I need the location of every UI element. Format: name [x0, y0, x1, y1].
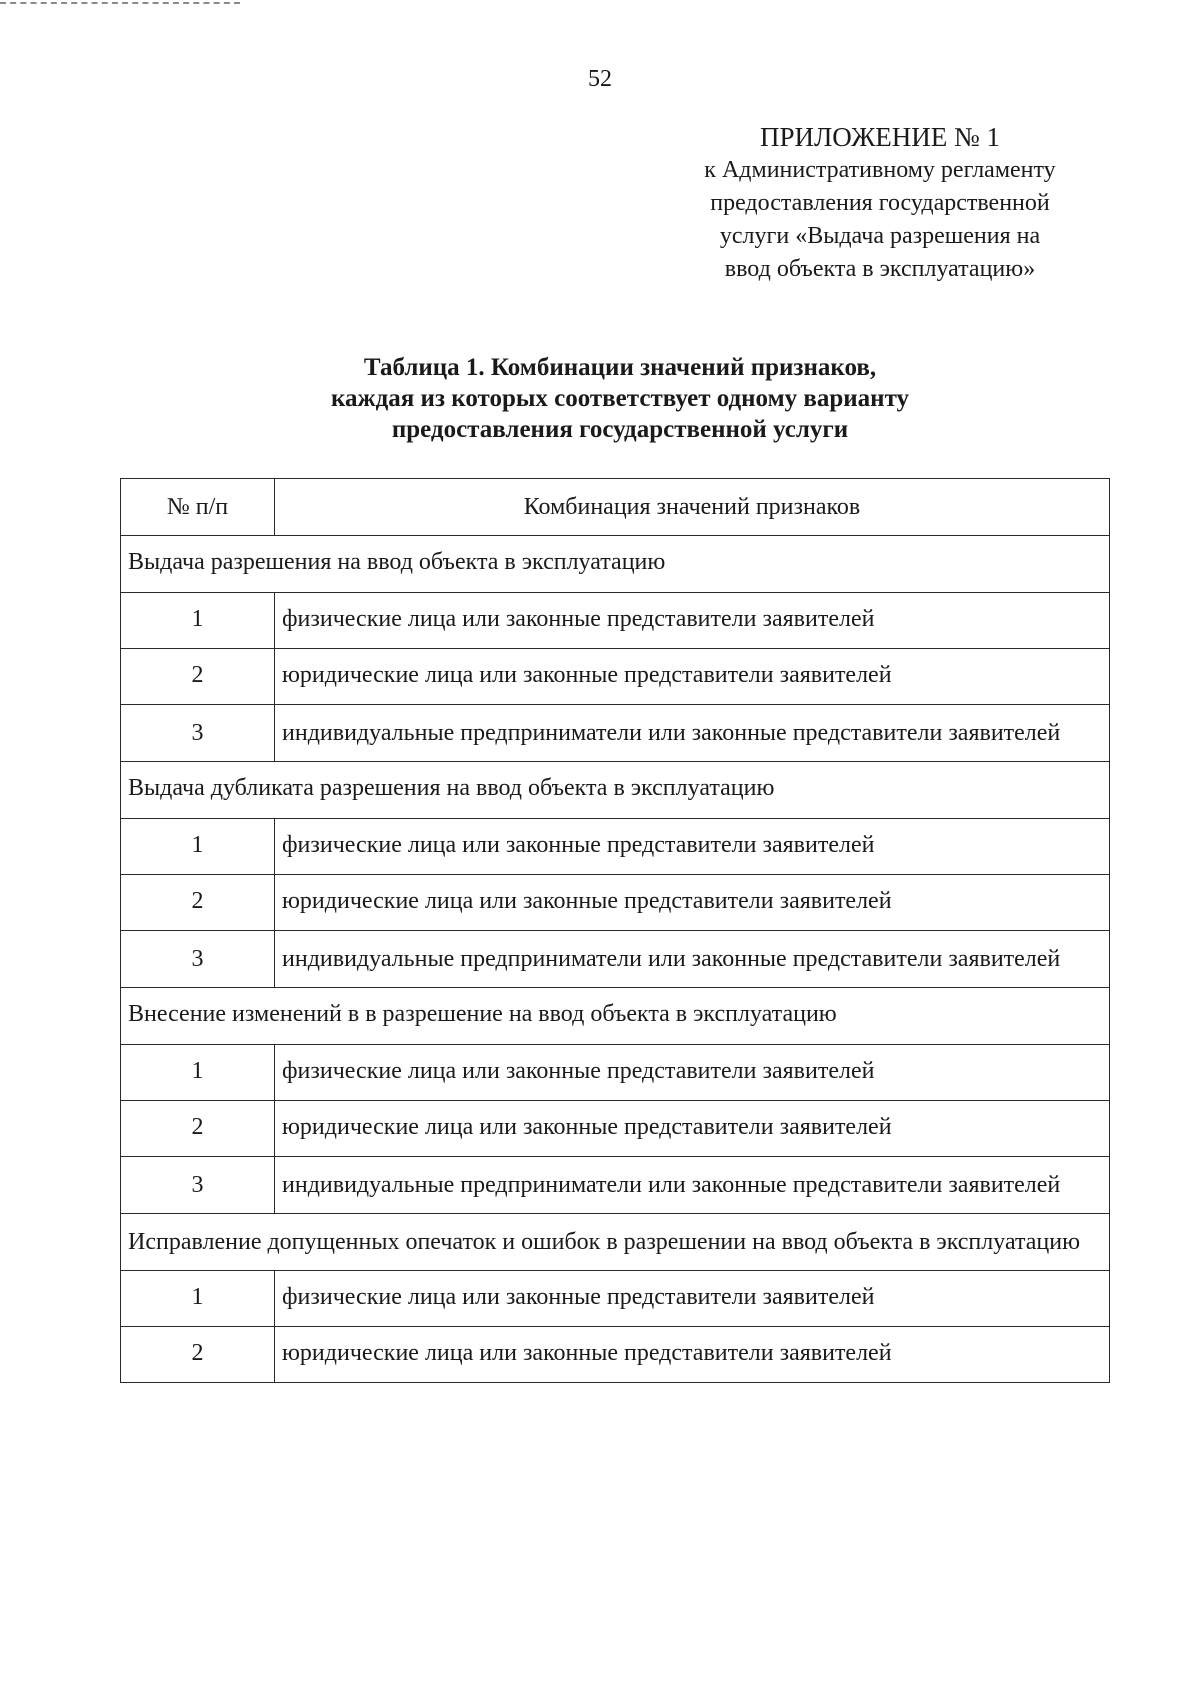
page-number: 52 — [588, 66, 612, 92]
row-number: 1 — [121, 1271, 275, 1327]
row-number: 1 — [121, 819, 275, 875]
row-text: физические лица или законные представители заявителей — [275, 819, 1110, 875]
table-row — [121, 649, 1110, 705]
section-title: Выдача дубликата разрешения на ввод объекта в эксплуатацию — [121, 762, 1110, 819]
table-row — [121, 875, 1110, 931]
table-row — [121, 1327, 1110, 1383]
appendix-line: ввод объекта в эксплуатацию» — [724, 256, 1036, 282]
section-row — [121, 536, 1110, 593]
section-row — [121, 988, 1110, 1045]
section-title: Исправление допущенных опечаток и ошибок в разрешении на ввод объекта в эксплуатацию — [121, 1214, 1110, 1271]
appendix-line: предоставления государственной — [710, 190, 1050, 216]
row-text: юридические лица или законные представители заявителей — [275, 1101, 1110, 1157]
row-text: физические лица или законные представители заявителей — [275, 593, 1110, 649]
row-number: 1 — [121, 593, 275, 649]
table-row — [121, 931, 1110, 988]
table-row — [121, 705, 1110, 762]
table-row — [121, 1271, 1110, 1327]
row-number: 2 — [121, 875, 275, 931]
scan-edge-mark — [0, 2, 240, 4]
table-title-line: Таблица 1. Комбинации значений признаков, — [363, 354, 877, 381]
table-row — [121, 1045, 1110, 1101]
appendix-header — [640, 120, 1120, 286]
row-number: 2 — [121, 1327, 275, 1383]
header-number: № п/п — [121, 479, 275, 536]
row-text: индивидуальные предприниматели или законные представители заявителей — [275, 931, 1110, 988]
header-combination: Комбинация значений признаков — [275, 479, 1110, 536]
table-row — [121, 819, 1110, 875]
table-title — [130, 352, 1110, 445]
appendix-line: услуги «Выдача разрешения на — [719, 223, 1041, 249]
appendix-title: ПРИЛОЖЕНИЕ № 1 — [759, 122, 1001, 152]
row-text: физические лица или законные представители заявителей — [275, 1271, 1110, 1327]
row-number: 1 — [121, 1045, 275, 1101]
row-number: 3 — [121, 931, 275, 988]
row-text: индивидуальные предприниматели или законные представители заявителей — [275, 705, 1110, 762]
section-row — [121, 762, 1110, 819]
row-text: юридические лица или законные представители заявителей — [275, 875, 1110, 931]
table-row — [121, 1157, 1110, 1214]
appendix-line: к Административному регламенту — [704, 157, 1056, 183]
row-text: физические лица или законные представители заявителей — [275, 1045, 1110, 1101]
combinations-table — [120, 478, 1110, 1383]
row-text: юридические лица или законные представители заявителей — [275, 1327, 1110, 1383]
section-row — [121, 1214, 1110, 1271]
table-row — [121, 593, 1110, 649]
row-text: индивидуальные предприниматели или законные представители заявителей — [275, 1157, 1110, 1214]
row-number: 3 — [121, 705, 275, 762]
table-header-row — [121, 479, 1110, 536]
row-text: юридические лица или законные представители заявителей — [275, 649, 1110, 705]
row-number: 3 — [121, 1157, 275, 1214]
table-title-line: предоставления государственной услуги — [391, 416, 849, 443]
row-number: 2 — [121, 649, 275, 705]
section-title: Внесение изменений в в разрешение на ввод объекта в эксплуатацию — [121, 988, 1110, 1045]
table-row — [121, 1101, 1110, 1157]
row-number: 2 — [121, 1101, 275, 1157]
table-title-line: каждая из которых соответствует одному варианту — [330, 385, 910, 412]
section-title: Выдача разрешения на ввод объекта в эксплуатацию — [121, 536, 1110, 593]
